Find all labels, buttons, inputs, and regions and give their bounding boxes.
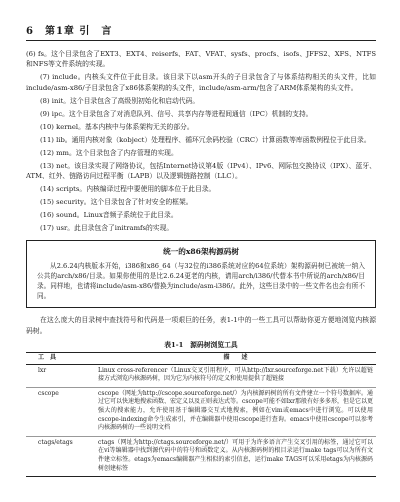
tool-name: lxr <box>26 364 95 387</box>
note-box-title: 统一的x86架构源码树 <box>163 246 239 256</box>
note-box-body: 从2.6.24内核版本开始，i386和x86_64（与32位的i386系统对应的64位系统）架构源码树已被统一纳入公共的arch/x86/目录。如果你使用的是比2.6.24更老的内核，请用arch/i386/代替本书中所说的arch/x86/目录。同样地，也请将include/asm-x86/替换为include/asm-i386/。此外，这些目录中的一些文件名也会有所不同。 <box>37 261 365 301</box>
directory-item-mm: (12) mm。这个目录包含了内存管理的实现。 <box>40 148 178 157</box>
directory-item-sound: (16) sound。Linux音频子系统位于此目录。 <box>40 211 178 220</box>
directory-item-fs: (6) fs。这个目录包含了EXT3、EXT4、reiserfs、FAT、VFAT、sysfs、procfs、isofs、JFFS2、XFS、NTFS和NFS等文件系统的实现。 <box>26 50 376 69</box>
directory-item-init: (8) init。这个目录包含了高级别初始化和启动代码。 <box>40 96 200 105</box>
directory-item-kernel: (10) kernel。基本内核中与体系架构无关的部分。 <box>40 122 194 131</box>
sidebar-note-box <box>26 240 376 309</box>
table-header-row <box>26 353 376 365</box>
table-row <box>26 387 376 436</box>
directory-item-net: (13) net。该目录实现了网络协议，包括Internet协议第4版（IPv4）、IPv6、网际包交换协议（IPX）、蓝牙、ATM、红外、链路访问过程平衡（LAPB）以及逻辑链路控制（LLC）。 <box>26 161 376 181</box>
directory-item-usr: (17) usr。此目录包含了initramfs的实现。 <box>40 224 174 233</box>
tool-description: cscope（网址为http://cscope.sourceforge.net/）为内核源码树的所有文件建立一个符号数据库。通过它可以快速地搜索函数、宏定义以及正则表达式等。cscope可能不如lxr那般有好多多形，但是它以更强大的搜索能力，允许使用基于编辑器交互式地搜索，例如在vim或emacs中进行浏览。可以使用cscope-indexing命令生成索引，并在编辑器中使用cscope进行查询。emacs中使用cscope可以参考内核源码树的一些说明文档 <box>95 387 376 436</box>
tool-name: ctags/etags <box>26 436 95 476</box>
tool-description: Linux cross-referencer（Linux交叉引用程序，可从http://lxr.sourceforge.net下载）允许以超链接方式浏览内核源码树，因为它为内核符号的定义和使用提供了超链接 <box>95 364 376 387</box>
running-head <box>26 0 376 41</box>
directory-item-security: (15) security。这个目录包含了针对安全的框架。 <box>40 198 193 207</box>
column-header-description: 描 述 <box>95 353 376 365</box>
table-row <box>26 436 376 476</box>
column-header-tool: 工 具 <box>26 353 95 365</box>
tool-name: cscope <box>26 387 95 436</box>
table-row <box>26 364 376 387</box>
intro-paragraph: 在这么庞大的目录树中查找符号和代码是一项艰巨的任务，表1-1中的一些工具可以帮助你更方便地浏览内核源码树。 <box>26 316 376 335</box>
tools-table <box>26 352 376 477</box>
tool-description: ctags（网址为http://ctags.sourceforge.net/）可用于为许多语言产生交叉引用的标签，通过它可以在vi等编辑器中找到源代码中的符号和函数定义。从内核源码树的根目录运行make tags可以为所有文件建立标签。etags为emacs编辑器产生相似的索引信息，运行make TAGS可以采用etags为内核源码树创建标签 <box>95 436 376 476</box>
directory-item-include: (7) include。内核头文件位于此目录。该目录下以asm开头的子目录包含了与体系结构相关的头文件，比如include/asm-x86/子目录包含了x86体系架构的头文件，include/asm-arm/包含了ARM体系架构的头文件。 <box>26 73 376 92</box>
table-caption: 表1-1 源码树浏览工具 <box>164 341 238 350</box>
directory-item-scripts: (14) scripts。内核编译过程中要使用的脚本位于此目录。 <box>40 185 216 194</box>
directory-list <box>26 49 376 234</box>
chapter-title: 第1章 引 言 <box>44 26 113 37</box>
directory-item-ipc: (9) ipc。这个目录包含了对消息队列、信号、共享内存等进程间通信（IPC）机制的支持。 <box>40 109 313 118</box>
page-number: 6 <box>26 26 33 37</box>
directory-item-lib: (11) lib。通用内核对象（kobject）处理程序、循环冗余码校验（CRC）计算函数等库函数例程位于此目录。 <box>40 135 371 144</box>
